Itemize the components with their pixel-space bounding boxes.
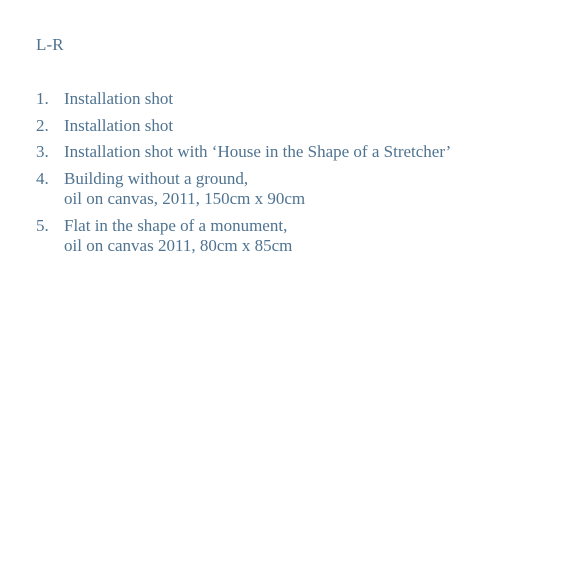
- item-number: 2.: [36, 115, 49, 135]
- item-text: [64, 169, 556, 210]
- item-text: [64, 89, 556, 110]
- list-item-4: [36, 169, 556, 210]
- list-item-3: [36, 142, 556, 163]
- caption-list: [36, 89, 556, 263]
- item-line-1: Installation shot: [64, 115, 174, 135]
- item-line-1: Flat in the shape of a monument,: [64, 215, 288, 235]
- list-item-5: [36, 216, 556, 257]
- item-line-1: Installation shot with ‘House in the Shape of a Stretcher’: [64, 142, 452, 161]
- list-item-2: [36, 116, 556, 137]
- item-text: [64, 142, 556, 163]
- item-line-1: Building without a ground,: [64, 168, 249, 188]
- item-line-1: Installation shot: [64, 89, 174, 108]
- item-text: [64, 116, 556, 137]
- item-number: 4.: [36, 168, 49, 188]
- caption-heading: L-R: [36, 35, 64, 54]
- item-number: 3.: [36, 142, 49, 161]
- item-number: 1.: [36, 89, 49, 108]
- item-number: 5.: [36, 215, 49, 235]
- list-item-1: [36, 89, 556, 110]
- item-text: [64, 216, 556, 257]
- item-line-2: oil on canvas, 2011, 150cm x 90cm: [64, 189, 306, 208]
- item-line-2: oil on canvas 2011, 80cm x 85cm: [64, 236, 293, 255]
